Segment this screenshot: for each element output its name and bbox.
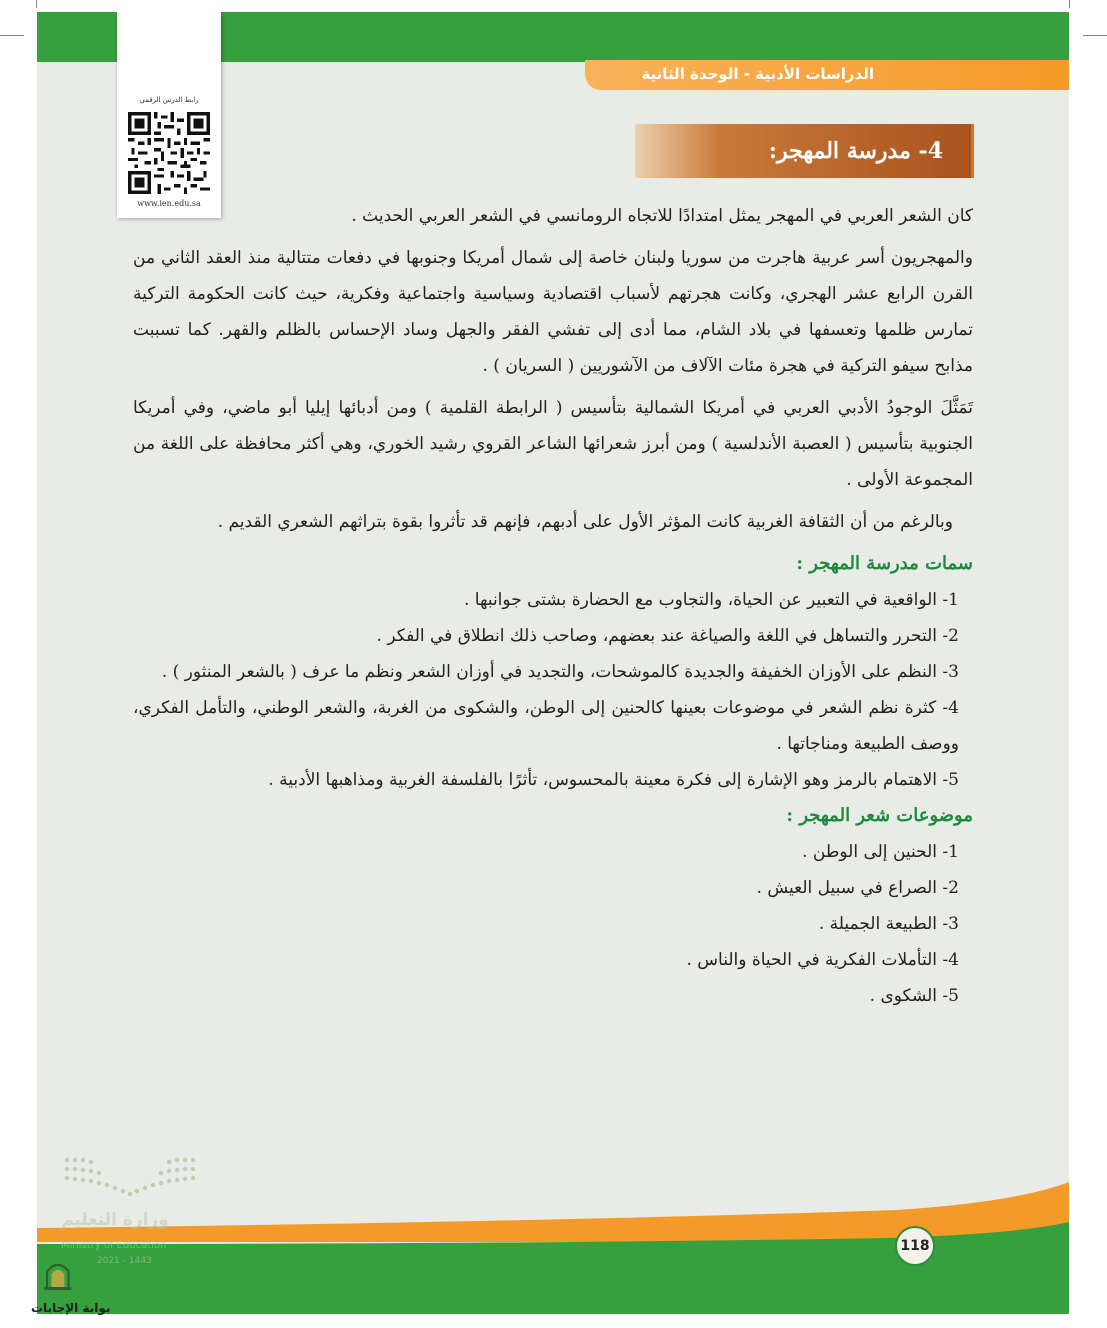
watermark-logo-icon	[40, 1253, 90, 1301]
features-heading: سمات مدرسة المهجر :	[796, 553, 973, 574]
section-title: 4- مدرسة المهجر:	[768, 138, 943, 164]
crop-mark	[1083, 35, 1107, 36]
topic-item: 3- الطبيعة الجميلة .	[818, 914, 959, 934]
crop-mark	[36, 0, 37, 8]
watermark-text: بوابة الإجابات	[31, 1301, 111, 1315]
ministry-year: 2021 - 1443	[97, 1256, 152, 1266]
topics-heading: موضوعات شعر المهجر :	[786, 805, 973, 826]
unit-breadcrumb: الدراسات الأدبية - الوحدة الثانية	[641, 65, 874, 83]
paragraph-intro: كان الشعر العربي في المهجر يمثل امتدادًا للاتجاه الرومانسي في الشعر العربي الحديث .	[351, 206, 973, 226]
topic-item: 5- الشكوى .	[869, 986, 959, 1006]
crop-mark	[1069, 0, 1070, 8]
qr-url[interactable]: www.ien.edu.sa	[137, 199, 201, 208]
textbook-page	[37, 12, 1069, 1314]
feature-item: 3- النظم على الأوزان الخفيفة والجديدة كالموشحات، والتجديد في أوزان الشعر ونظم ما عرف ( بالشعر المنثور ) .	[161, 662, 959, 682]
section-title-bar	[635, 124, 971, 178]
qr-code-card[interactable]	[117, 12, 221, 218]
topic-item: 1- الحنين إلى الوطن .	[802, 842, 959, 862]
feature-item: 2- التحرر والتساهل في اللغة والصياغة عند بعضهم، وصاحب ذلك انطلاق في الفكر .	[376, 626, 959, 646]
feature-item: 5- الاهتمام بالرمز وهو الإشارة إلى فكرة معينة بالمحسوس، تأثرًا بالفلسفة الغربية ومذاهبها الأدبية .	[268, 770, 959, 790]
qr-title: رابط الدرس الرقمي	[139, 96, 199, 104]
paragraph-influence: وبالرغم من أن الثقافة الغربية كانت المؤثر الأول على أدبهم، فإنهم قد تأثروا بقوة بتراثهم الشعري القديم .	[217, 512, 953, 532]
topic-item: 4- التأملات الفكرية في الحياة والناس .	[686, 950, 959, 970]
feature-item: 4- كثرة نظم الشعر في موضوعات بعينها كالحنين إلى الوطن، والشكوى من الغربة، والشعر الوطني، والتأمل الفكري، ووصف الطبيعة ومناجاتها .	[133, 698, 959, 754]
ministry-name-english: Ministry of Education	[61, 1240, 167, 1251]
page-number: 118	[895, 1226, 935, 1266]
topic-item: 2- الصراع في سبيل العيش .	[756, 878, 959, 898]
paragraph-emigrants: والمهجريون أسر عربية هاجرت من سوريا ولبنان خاصة إلى شمال أمريكا وجنوبها في دفعات متتالية منذ العقد الثاني من القرن الرابع عشر الهجري، وكانت هجرتهم لأسباب اقتصادية وسياسية واجتماعية وفكرية، حيث كانت الحكومة التركية تمارس ظلمها وتعسفها في بلاد الشام، مما أدى إلى تفشي الفقر والجهل وساد الإحساس بالظلم والقهر. كما تسببت مذابح سيفو التركية في هجرة مئات الآلاف من الآشوريين ( السريان ) .	[133, 248, 973, 376]
qr-code-icon[interactable]	[128, 112, 210, 194]
crop-mark	[0, 35, 24, 36]
lesson-content	[133, 198, 973, 1014]
feature-item: 1- الواقعية في التعبير عن الحياة، والتجاوب مع الحضارة بشتى جوانبها .	[464, 590, 959, 610]
ministry-name-arabic: وزارة التعليم	[61, 1210, 169, 1230]
paragraph-leagues: تَمَثَّلَ الوجودُ الأدبي العربي في أمريكا الشمالية بتأسيس ( الرابطة القلمية ) ومن أدبائها إيليا أبو ماضي، وفي أمريكا الجنوبية بتأسيس ( العصبة الأندلسية ) ومن أبرز شعرائها الشاعر القروي رشيد الخوري، وهي أكثر محافظة على اللغة من المجموعة الأولى .	[133, 398, 973, 490]
